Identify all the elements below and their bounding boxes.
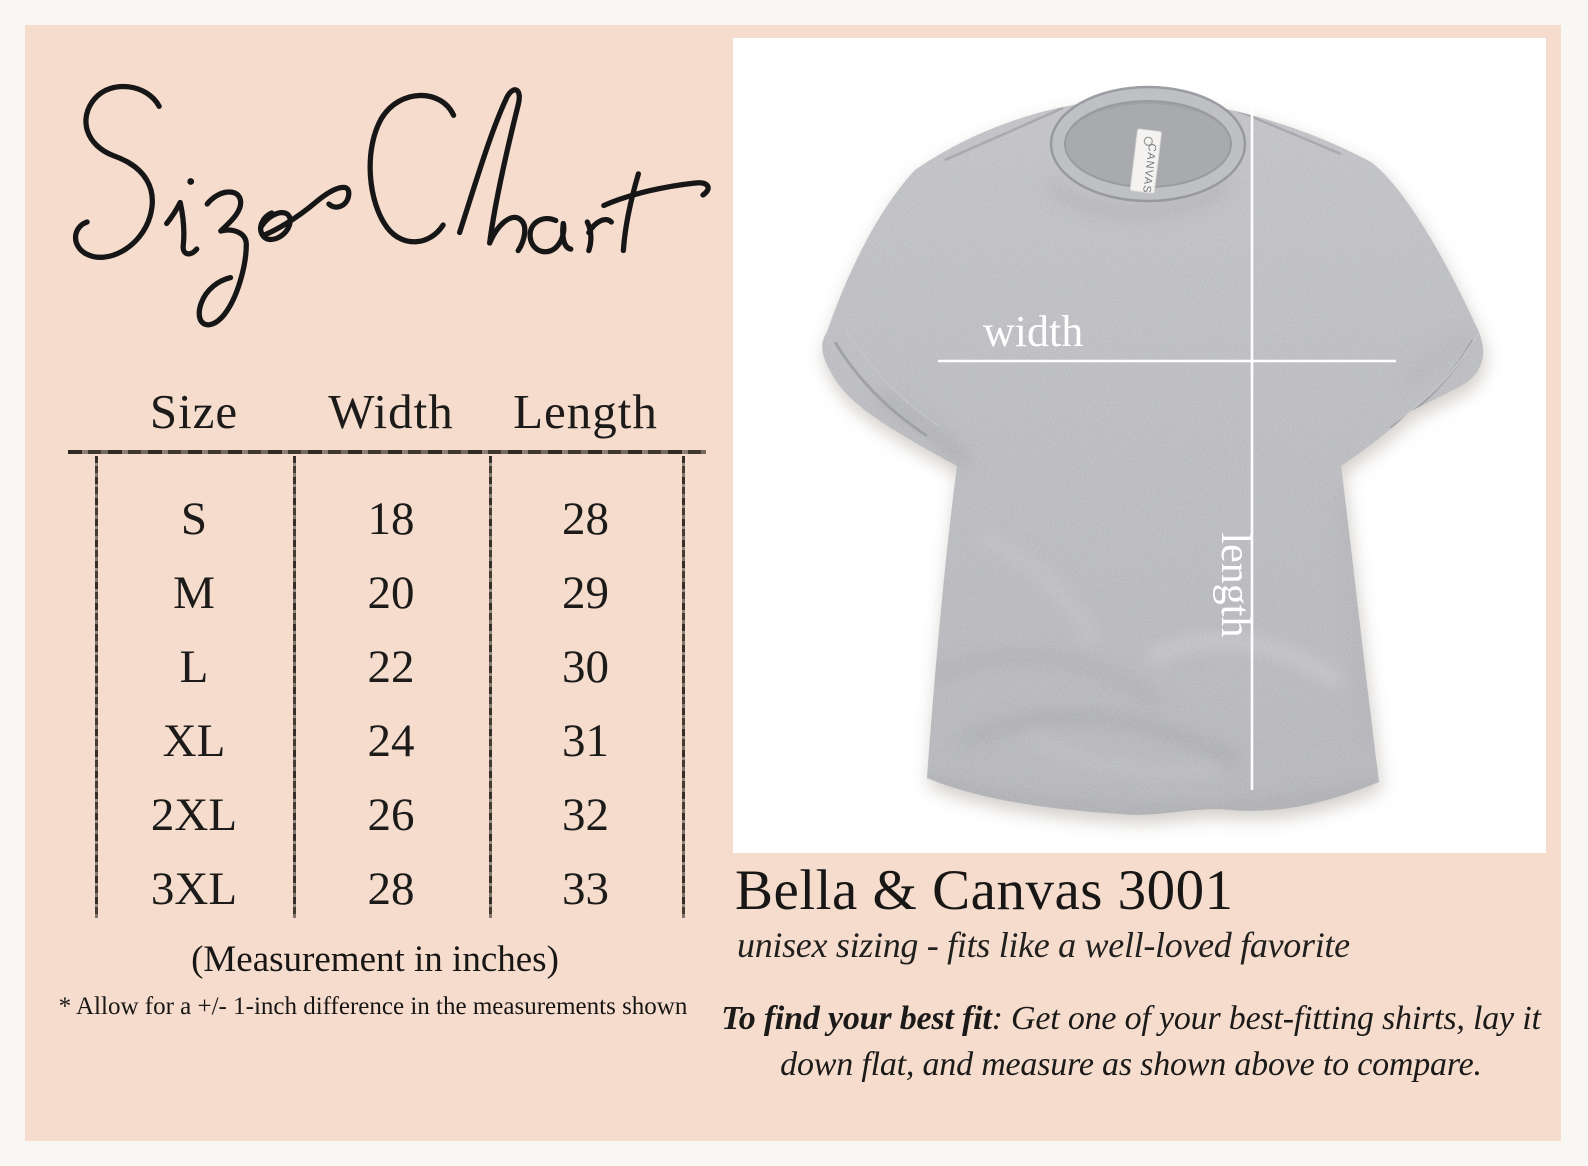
size-table-body <box>70 470 702 926</box>
cell-length: 31 <box>562 715 609 767</box>
cell-size: 2XL <box>150 789 238 841</box>
col-header-width: Width <box>328 383 454 439</box>
cell-length: 33 <box>562 863 609 915</box>
table-row <box>70 556 702 630</box>
i-dot <box>187 178 194 185</box>
cell-size: L <box>179 641 209 693</box>
cell-width: 28 <box>367 863 415 915</box>
script-letter <box>460 90 525 251</box>
cell-length: 32 <box>562 789 609 841</box>
cell-size: 3XL <box>150 863 238 915</box>
tshirt-illustration <box>733 38 1546 853</box>
script-letter <box>76 86 160 257</box>
fit-tip-rest: : Get one of your best-fitting shirts, lay it down flat, and measure as shown above to compare. <box>780 1000 1541 1083</box>
cell-width: 20 <box>367 567 415 619</box>
tshirt-photo <box>733 38 1546 853</box>
cell-size: S <box>180 493 208 545</box>
cell-length: 28 <box>562 493 609 545</box>
cell-length: 29 <box>562 567 609 619</box>
page-title <box>0 0 1 1</box>
table-row <box>70 778 702 852</box>
cell-width: 26 <box>367 789 415 841</box>
table-row <box>70 704 702 778</box>
product-tagline: unisex sizing - fits like a well-loved favorite <box>737 925 1350 965</box>
cell-width: 22 <box>367 641 415 693</box>
script-letter <box>604 174 708 251</box>
fit-tip <box>700 996 1562 1087</box>
size-chart-script-title <box>48 76 724 347</box>
fit-tip-lead: To find your best fit <box>721 1000 992 1037</box>
measurement-unit-note: (Measurement in inches) <box>191 939 559 980</box>
script-letter <box>199 192 246 325</box>
cell-width: 24 <box>367 715 415 767</box>
col-header-size: Size <box>149 383 239 439</box>
size-table-header <box>70 378 702 444</box>
width-label: width <box>983 307 1084 356</box>
table-row <box>70 630 702 704</box>
col-header-length: Length <box>513 383 658 439</box>
cell-length: 30 <box>562 641 609 693</box>
size-table <box>70 378 702 938</box>
table-row <box>70 852 702 926</box>
script-letter <box>370 95 453 241</box>
script-letter <box>261 187 349 239</box>
collar <box>1051 87 1245 201</box>
table-header-rule <box>68 450 706 454</box>
tolerance-note: * Allow for a +/- 1-inch difference in the measurements shown <box>58 993 688 1020</box>
neck-label-text: CANVAS <box>1139 142 1159 195</box>
cell-width: 18 <box>367 493 415 545</box>
script-letter <box>530 219 571 252</box>
table-row <box>70 482 702 556</box>
cell-size: M <box>173 567 215 619</box>
cell-size: XL <box>162 715 226 767</box>
script-letter <box>587 220 611 251</box>
product-name: Bella & Canvas 3001 <box>735 859 1234 922</box>
length-label: length <box>1212 532 1258 638</box>
script-letter <box>167 202 197 253</box>
